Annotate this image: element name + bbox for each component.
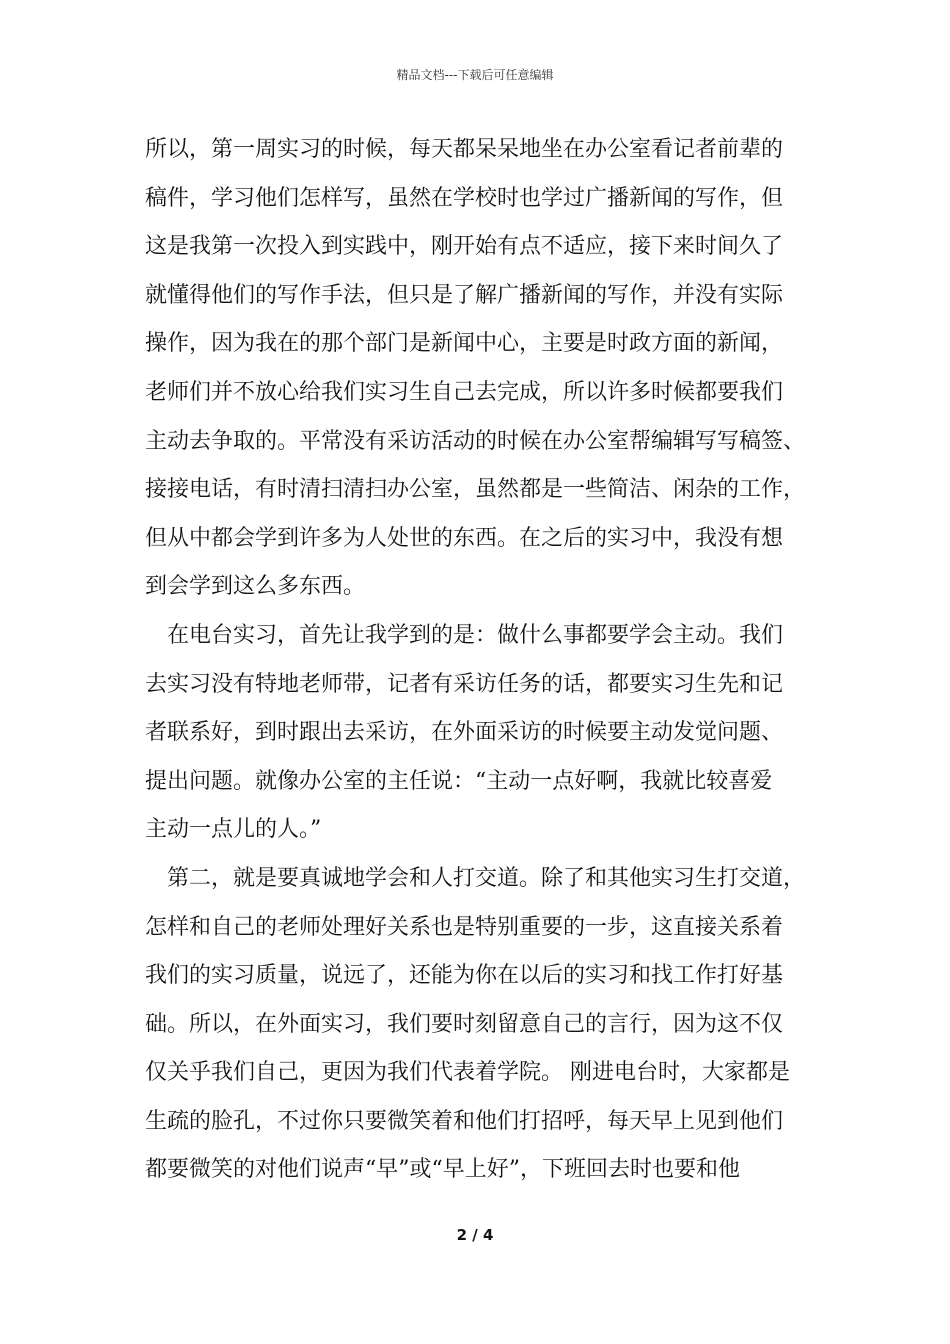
text-line: 这是我第一次投入到实践中，刚开始有点不适应，接下来时间久了 [145, 234, 784, 260]
paragraph-2 [145, 612, 835, 855]
paragraph-3 [145, 855, 835, 1195]
page-header: 精品文档---下载后可任意编辑 [396, 68, 554, 82]
text-line: 者联系好，到时跟出去采访，在外面采访的时候要主动发觉问题、 [145, 720, 784, 746]
text-line: 仅关乎我们自己，更因为我们代表着学院。 刚进电台时，大家都是 [145, 1060, 790, 1086]
text-line: 主动去争取的。平常没有采访活动的时候在办公室帮编辑写写稿签、 [145, 428, 806, 454]
text-line: 操作，因为我在的那个部门是新闻中心，主要是时政方面的新闻， [145, 331, 784, 357]
text-line: 提出问题。就像办公室的主任说：“主动一点好啊，我就比较喜爱 [145, 768, 773, 794]
text-line: 怎样和自己的老师处理好关系也是特别重要的一步，这直接关系着 [145, 914, 784, 940]
text-line: 所以，第一周实习的时候，每天都呆呆地坐在办公室看记者前辈的 [145, 137, 784, 162]
text-line: 我们的实习质量，说远了，还能为你在以后的实习和找工作打好基 [145, 963, 784, 989]
document-body [145, 126, 835, 1195]
text-line: 稿件，学习他们怎样写，虽然在学校时也学过广播新闻的写作，但 [145, 185, 784, 211]
text-line: 础。所以，在外面实习，我们要时刻留意自己的言行，因为这不仅 [145, 1011, 784, 1037]
text-line: 到会学到这么多东西。 [145, 574, 366, 600]
text-line: 第二，就是要真诚地学会和人打交道。除了和其他实习生打交道， [167, 865, 806, 891]
text-line: 生疏的脸孔，不过你只要微笑着和他们打招呼，每天早上见到他们 [145, 1108, 784, 1134]
text-line: 主动一点儿的人。” [145, 817, 322, 843]
paragraph-1 [145, 126, 835, 612]
text-line: 都要微笑的对他们说声“早”或“早上好”，下班回去时也要和他 [145, 1157, 740, 1183]
text-line: 就懂得他们的写作手法，但只是了解广播新闻的写作，并没有实际 [145, 282, 784, 308]
text-line: 去实习没有特地老师带，记者有采访任务的话，都要实习生先和记 [145, 671, 784, 697]
text-line: 在电台实习，首先让我学到的是：做什么事都要学会主动。我们 [167, 622, 784, 648]
text-line: 接接电话，有时清扫清扫办公室，虽然都是一些简洁、闲杂的工作， [145, 477, 806, 503]
text-line: 但从中都会学到许多为人处世的东西。在之后的实习中，我没有想 [145, 525, 784, 551]
page-number: 2 / 4 [456, 1226, 494, 1244]
text-line: 老师们并不放心给我们实习生自己去完成，所以许多时候都要我们 [145, 379, 784, 405]
